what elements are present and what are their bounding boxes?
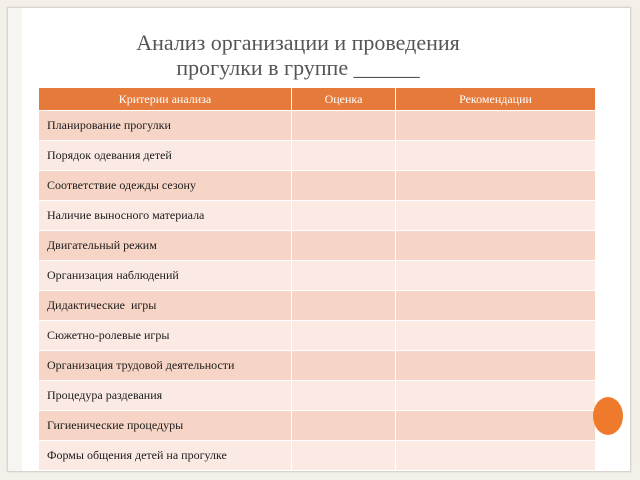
criterion-cell: Порядок одевания детей bbox=[39, 141, 292, 171]
table-row bbox=[39, 261, 596, 291]
criterion-cell: Процедура раздевания bbox=[39, 381, 292, 411]
criterion-cell: Гигиенические процедуры bbox=[39, 411, 292, 441]
recommendation-cell bbox=[396, 351, 596, 381]
recommendation-cell bbox=[396, 291, 596, 321]
criterion-cell: Наличие выносного материала bbox=[39, 201, 292, 231]
score-cell bbox=[292, 171, 396, 201]
table-header-row bbox=[39, 88, 596, 111]
criterion-cell: Сюжетно-ролевые игры bbox=[39, 321, 292, 351]
score-cell bbox=[292, 411, 396, 441]
score-cell bbox=[292, 441, 396, 471]
table-row bbox=[39, 411, 596, 441]
score-cell bbox=[292, 291, 396, 321]
header-criteria: Критерии анализа bbox=[39, 88, 292, 111]
analysis-table bbox=[38, 87, 596, 471]
recommendation-cell bbox=[396, 141, 596, 171]
recommendation-cell bbox=[396, 261, 596, 291]
recommendation-cell bbox=[396, 111, 596, 141]
recommendation-cell bbox=[396, 231, 596, 261]
table-row bbox=[39, 201, 596, 231]
criterion-cell: Организация наблюдений bbox=[39, 261, 292, 291]
criterion-cell: Двигательный режим bbox=[39, 231, 292, 261]
score-cell bbox=[292, 231, 396, 261]
criterion-cell: Формы общения детей на прогулке bbox=[39, 441, 292, 471]
table-row bbox=[39, 381, 596, 411]
table-row bbox=[39, 351, 596, 381]
score-cell bbox=[292, 141, 396, 171]
header-score: Оценка bbox=[292, 88, 396, 111]
score-cell bbox=[292, 321, 396, 351]
title-line-2: прогулки в группе ______ bbox=[176, 55, 420, 80]
score-cell bbox=[292, 201, 396, 231]
score-cell bbox=[292, 381, 396, 411]
table-row bbox=[39, 321, 596, 351]
title-line-1: Анализ организации и проведения bbox=[136, 30, 460, 55]
header-recommendations: Рекомендации bbox=[396, 88, 596, 111]
criterion-cell: Дидактические игры bbox=[39, 291, 292, 321]
score-cell bbox=[292, 351, 396, 381]
score-cell bbox=[292, 261, 396, 291]
recommendation-cell bbox=[396, 321, 596, 351]
table-row bbox=[39, 171, 596, 201]
criterion-cell: Соответствие одежды сезону bbox=[39, 171, 292, 201]
recommendation-cell bbox=[396, 381, 596, 411]
table-row bbox=[39, 231, 596, 261]
recommendation-cell bbox=[396, 171, 596, 201]
recommendation-cell bbox=[396, 201, 596, 231]
recommendation-cell bbox=[396, 441, 596, 471]
table-row bbox=[39, 111, 596, 141]
table-row bbox=[39, 141, 596, 171]
score-cell bbox=[292, 111, 396, 141]
slide bbox=[7, 7, 631, 472]
criterion-cell: Организация трудовой деятельности bbox=[39, 351, 292, 381]
slide-title bbox=[8, 30, 588, 80]
table-row bbox=[39, 441, 596, 471]
decorative-orange-circle bbox=[593, 397, 623, 435]
criterion-cell: Планирование прогулки bbox=[39, 111, 292, 141]
table-row bbox=[39, 291, 596, 321]
recommendation-cell bbox=[396, 411, 596, 441]
